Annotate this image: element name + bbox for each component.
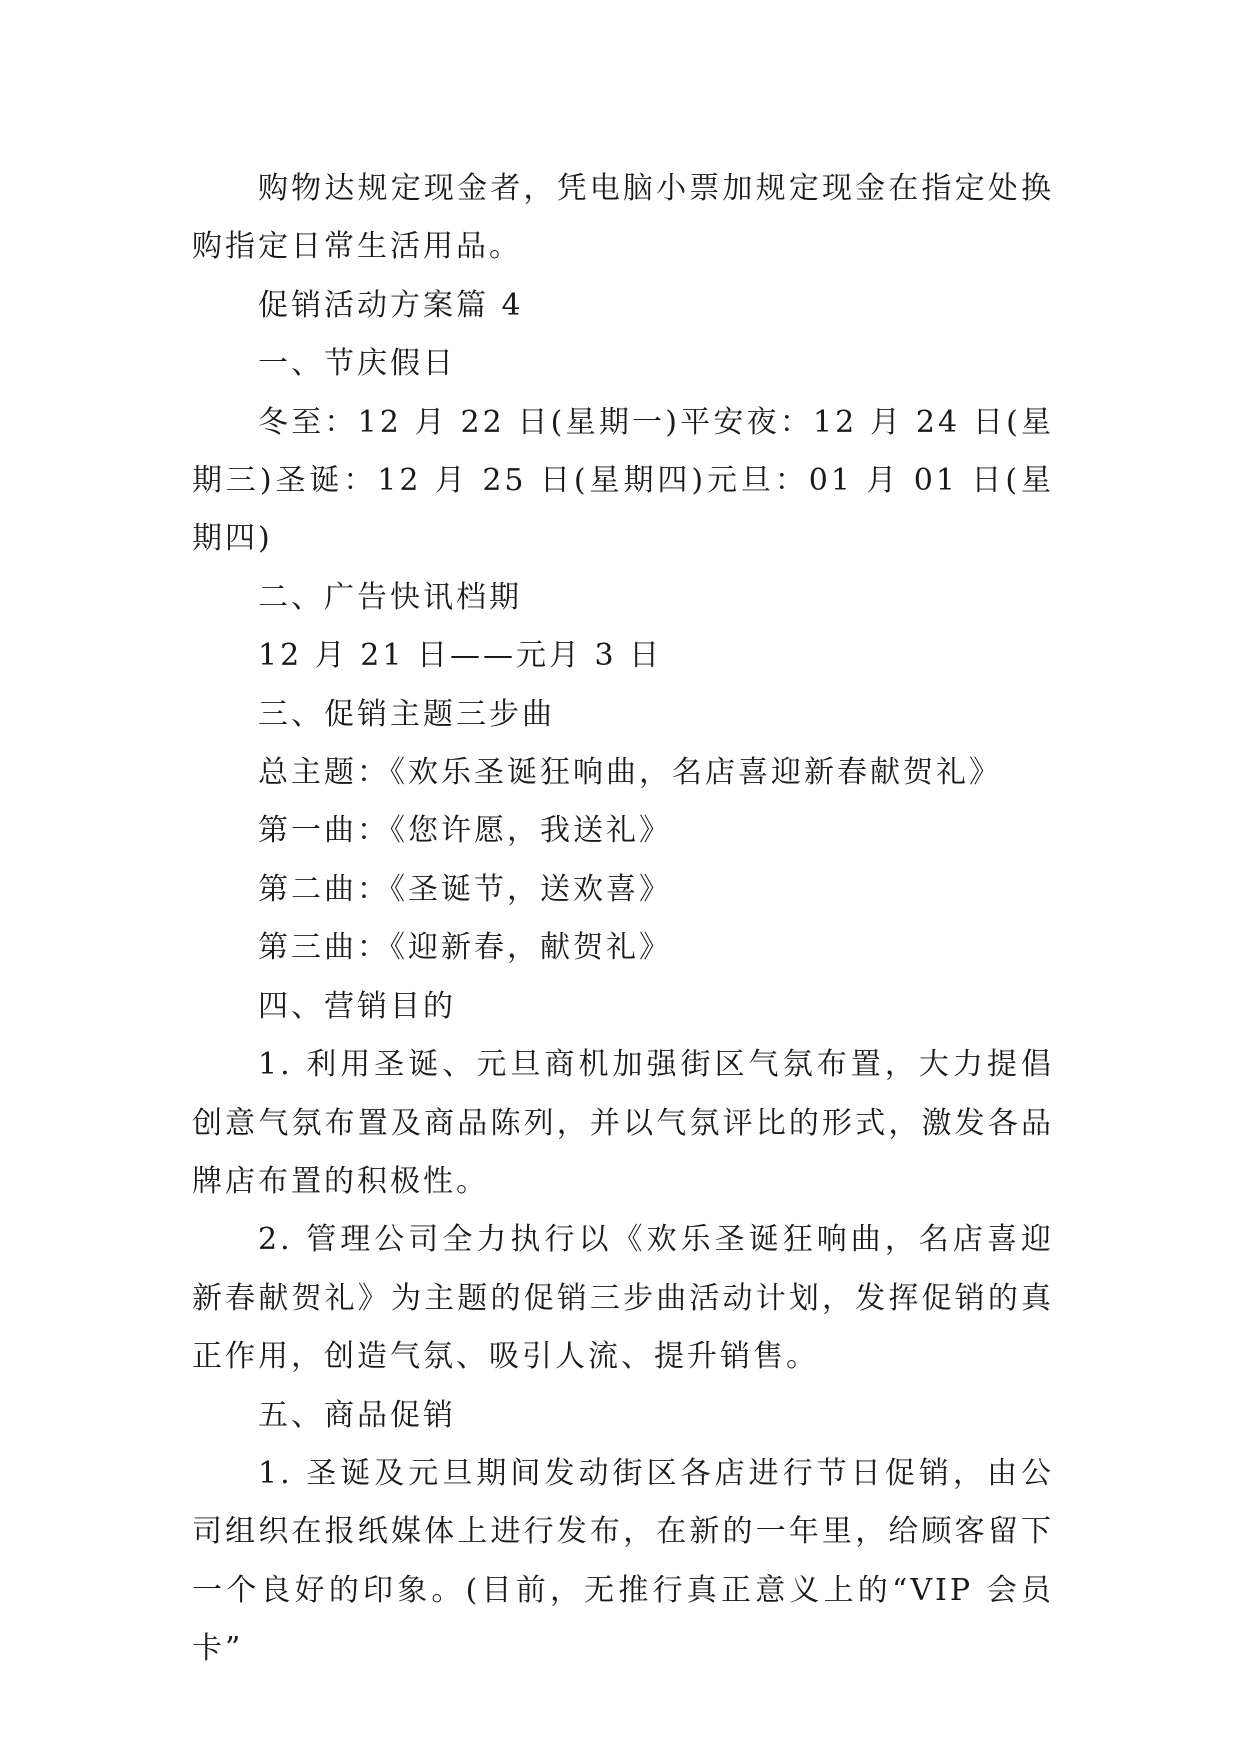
paragraph: 第二曲：《圣诞节，送欢喜》	[258, 871, 672, 907]
heading: 一、节庆假日	[258, 346, 456, 382]
paragraph: 总主题：《欢乐圣诞狂响曲，名店喜迎新春献贺礼》	[258, 755, 1002, 791]
paragraph: 1. 圣诞及元旦期间发动街区各店进行节日促销，由公司组织在报纸媒体上进行发布，在新的一年里，给顾客留下一个良好的印象。(目前，无推行真正意义上的“VIP 会员卡”	[192, 1455, 1054, 1667]
heading: 四、营销目的	[258, 988, 456, 1024]
paragraph: 购物达规定现金者，凭电脑小票加规定现金在指定处换购指定日常生活用品。	[192, 171, 1054, 265]
paragraph: 12 月 21 日——元月 3 日	[258, 638, 663, 674]
heading: 三、促销主题三步曲	[258, 696, 555, 732]
section-title: 促销活动方案篇 4	[258, 287, 524, 323]
paragraph: 第三曲：《迎新春，献贺礼》	[258, 930, 672, 966]
document-body	[192, 160, 1054, 1679]
paragraph: 2. 管理公司全力执行以《欢乐圣诞狂响曲，名店喜迎新春献贺礼》为主题的促销三步曲活动计划，发挥促销的真正作用，创造气氛、吸引人流、提升销售。	[192, 1222, 1054, 1375]
paragraph: 1. 利用圣诞、元旦商机加强街区气氛布置，大力提倡创意气氛布置及商品陈列，并以气氛评比的形式，激发各品牌店布置的积极性。	[192, 1047, 1054, 1199]
paragraph: 冬至：12 月 22 日(星期一)平安夜：12 月 24 日(星期三)圣诞：12 月 25 日(星期四)元旦：01 月 01 日(星期四)	[192, 404, 1054, 557]
heading: 五、商品促销	[258, 1397, 456, 1433]
paragraph: 第一曲：《您许愿，我送礼》	[258, 813, 672, 849]
heading: 二、广告快讯档期	[258, 579, 522, 615]
